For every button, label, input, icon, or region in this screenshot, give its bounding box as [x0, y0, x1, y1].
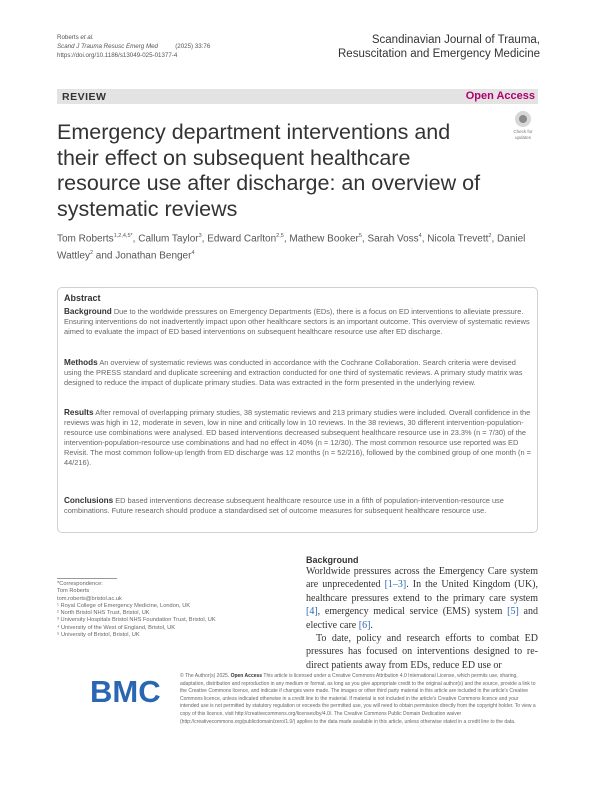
open-access-label: Open Access	[465, 90, 535, 102]
author-list: Tom Roberts$^{1,2,4,5*}$, Callum Taylor$^3$, Edward Carlton$^{2,5}$, Mathew Booker$^5$, Sarah Voss$^4$, Nicola Trevett$^2$, Daniel Wattley$^2$ and Jonathan Benger$^4$	[57, 233, 526, 262]
article-type-label: REVIEW	[62, 91, 107, 103]
author-affiliation: 2,5	[276, 233, 284, 239]
abstract-conclusions-label: Conclusions	[64, 496, 114, 505]
correspondence-label: *Correspondence:	[57, 581, 103, 587]
abstract-methods-text: An overview of systematic reviews was conducted in accordance with the Cochrane Collaboration. Search criteria were devised using the PRESS standard and duplicate screening and extraction conducted for one third of systematic reviews. A primary study matrix was designed to reduce the impact of duplicate primary studies. Data was extracted in the form presented in the underlying review.	[64, 358, 523, 388]
header-author: Roberts	[57, 34, 79, 41]
author-name[interactable]: Tom Roberts	[57, 233, 114, 245]
abstract-methods-label: Methods	[64, 358, 98, 367]
abstract-heading: Abstract	[64, 293, 101, 303]
author-name[interactable]: Edward Carlton	[207, 233, 277, 245]
author-affiliation: 5	[358, 233, 362, 239]
check-updates-line1: Check for	[513, 129, 533, 134]
affiliation-2: ² North Bristol NHS Trust, Bristol, UK	[57, 610, 150, 617]
bmc-logo	[90, 672, 165, 708]
citation-link[interactable]: [1–3]	[384, 579, 407, 591]
header-et-al: et al.	[80, 34, 94, 41]
author-name[interactable]: Jonathan Benger	[115, 250, 192, 262]
background-paragraph-1: Worldwide pressures across the Emergency Care system are unprecedented [1–3]. In the United Kingdom (UK), healthcare pressures extend to the primary care system [4], emergency medical service (EMS) system [5] and elective care [6].	[306, 566, 538, 631]
background-body	[306, 565, 538, 672]
author-name[interactable]: Sarah Voss	[367, 233, 419, 245]
journal-name	[338, 33, 540, 61]
author-affiliation: 4	[418, 233, 422, 239]
author-name[interactable]: Daniel Wattley	[57, 233, 526, 262]
abstract-background	[64, 307, 531, 337]
affiliation-4: ⁴ University of the West of England, Bristol, UK	[57, 624, 176, 631]
check-for-updates-badge[interactable]	[508, 111, 538, 145]
author-affiliation: 3	[198, 233, 202, 239]
abstract-conclusions-text: ED based interventions decrease subsequent healthcare resource use in a fifth of population-intervention-resource use combinations. Future research should produce a standardised set of outcome measures for subsequent healthcare resource use.	[64, 496, 504, 516]
check-updates-icon	[515, 111, 531, 127]
author-affiliation: 1,2,4,5*	[113, 233, 133, 239]
header-journal-abbrev: Scand J Trauma Resusc Emerg Med	[57, 43, 158, 50]
abstract-results	[64, 408, 531, 469]
correspondence-email[interactable]: tom.roberts@bristol.ac.uk	[57, 595, 122, 602]
article-title: Emergency department interventions and their effect on subsequent healthcare resource use after discharge: an overview of systematic reviews	[57, 120, 481, 221]
author-name[interactable]: Callum Taylor	[138, 233, 199, 245]
license-text	[180, 673, 538, 726]
citation-link[interactable]: [5]	[507, 606, 519, 618]
abstract-results-label: Results	[64, 408, 94, 417]
correspondence-name: Tom Roberts	[57, 588, 90, 595]
journal-name-line2: Resuscitation and Emergency Medicine	[338, 48, 540, 60]
correspondence-block	[57, 578, 272, 639]
footnote-rule	[57, 578, 117, 579]
citation-link[interactable]: [4]	[306, 606, 318, 618]
author-affiliation: 2	[488, 233, 492, 239]
background-paragraph-2: To date, policy and research efforts to combat ED pressures has focused on interventions designed to re-direct patients away from EDs, reduce ED use or	[306, 633, 538, 671]
author-affiliation: 2	[89, 250, 94, 257]
license-body: This article is licensed under a Creative Commons Attribution 4.0 International License, which permits use, sharing, adaptation, distribution and reproduction in any medium or format, as long as you give appropriate credit to the original author(s) and the source, provide a link to the Creative Commons licence, and indicate if changes were made. The images or other third party material in this article are included in the article's Creative Commons licence, unless indicated otherwise in a credit line to the material. If material is not included in the article's Creative Commons licence and your intended use is not permitted by statutory regulation or exceeds the permitted use, you will need to obtain permission directly from the copyright holder. To view a copy of this licence, visit http://creativecommons.org/licenses/by/4.0/. The Creative Commons Public Domain Dedication waiver (http://creativecommons.org/publicdomain/zero/1.0/) applies to the data made available in this article, unless otherwise stated in a credit line to the data.	[180, 673, 536, 725]
affiliation-3: ³ University Hospitals Bristol NHS Foundation Trust, Bristol, UK	[57, 617, 216, 624]
abstract-conclusions	[64, 496, 531, 516]
background-heading: Background	[306, 555, 359, 565]
check-updates-line2: updates	[514, 134, 531, 140]
abstract-background-text: Due to the worldwide pressures on Emergency Departments (EDs), there is a focus on ED interventions to alleviate pressure. Ensuring interventions do not inadvertently impact upon other healthcare sectors is an important outcome. This overview of systematic reviews aimed to evaluate the impact of ED based interventions on subsequent healthcare resource use after ED discharge.	[64, 307, 530, 337]
license-open-access: Open Access	[230, 673, 263, 679]
author-affiliation: 4	[191, 250, 195, 257]
abstract-methods	[64, 358, 531, 388]
abstract-results-text: After removal of overlapping primary studies, 38 systematic reviews and 213 primary studies were included. Overall confidence in the reviews was high in 12, moderate in seven, low in nine and critically low in 10 reviews. In the 38 reviews, 30 different intervention-population-resource use combinations were analysed. ED based interventions decreased subsequent healthcare resource use in 23.3% (n = 7/30) of the intervention-population-resource use combinations and had no effect in 40% (n = 12/30). The most common resource use reported was ED Revisit. The most common follow-up length from ED discharge was 12 months (n = 52/216), followed by the combined group of one month (n = 44/216).	[64, 408, 531, 468]
abstract-background-label: Background	[64, 307, 112, 316]
journal-name-line1: Scandinavian Journal of Trauma,	[371, 34, 540, 46]
license-copyright: © The Author(s) 2025.	[180, 673, 230, 679]
header-year-volume: (2025) 33:76	[175, 43, 211, 50]
affiliation-5: ⁵ University of Bristol, Bristol, UK	[57, 632, 140, 639]
bmc-logo-text: BMC	[90, 674, 161, 708]
citation-link[interactable]: [6]	[358, 619, 371, 631]
author-name[interactable]: Nicola Trevett	[427, 233, 489, 245]
header-doi-link[interactable]: https://doi.org/10.1186/s13049-025-01377-4	[57, 52, 178, 59]
author-name[interactable]: Mathew Booker	[289, 233, 359, 245]
affiliation-1: ¹ Royal College of Emergency Medicine, London, UK	[57, 602, 191, 609]
running-header-citation	[57, 33, 210, 60]
